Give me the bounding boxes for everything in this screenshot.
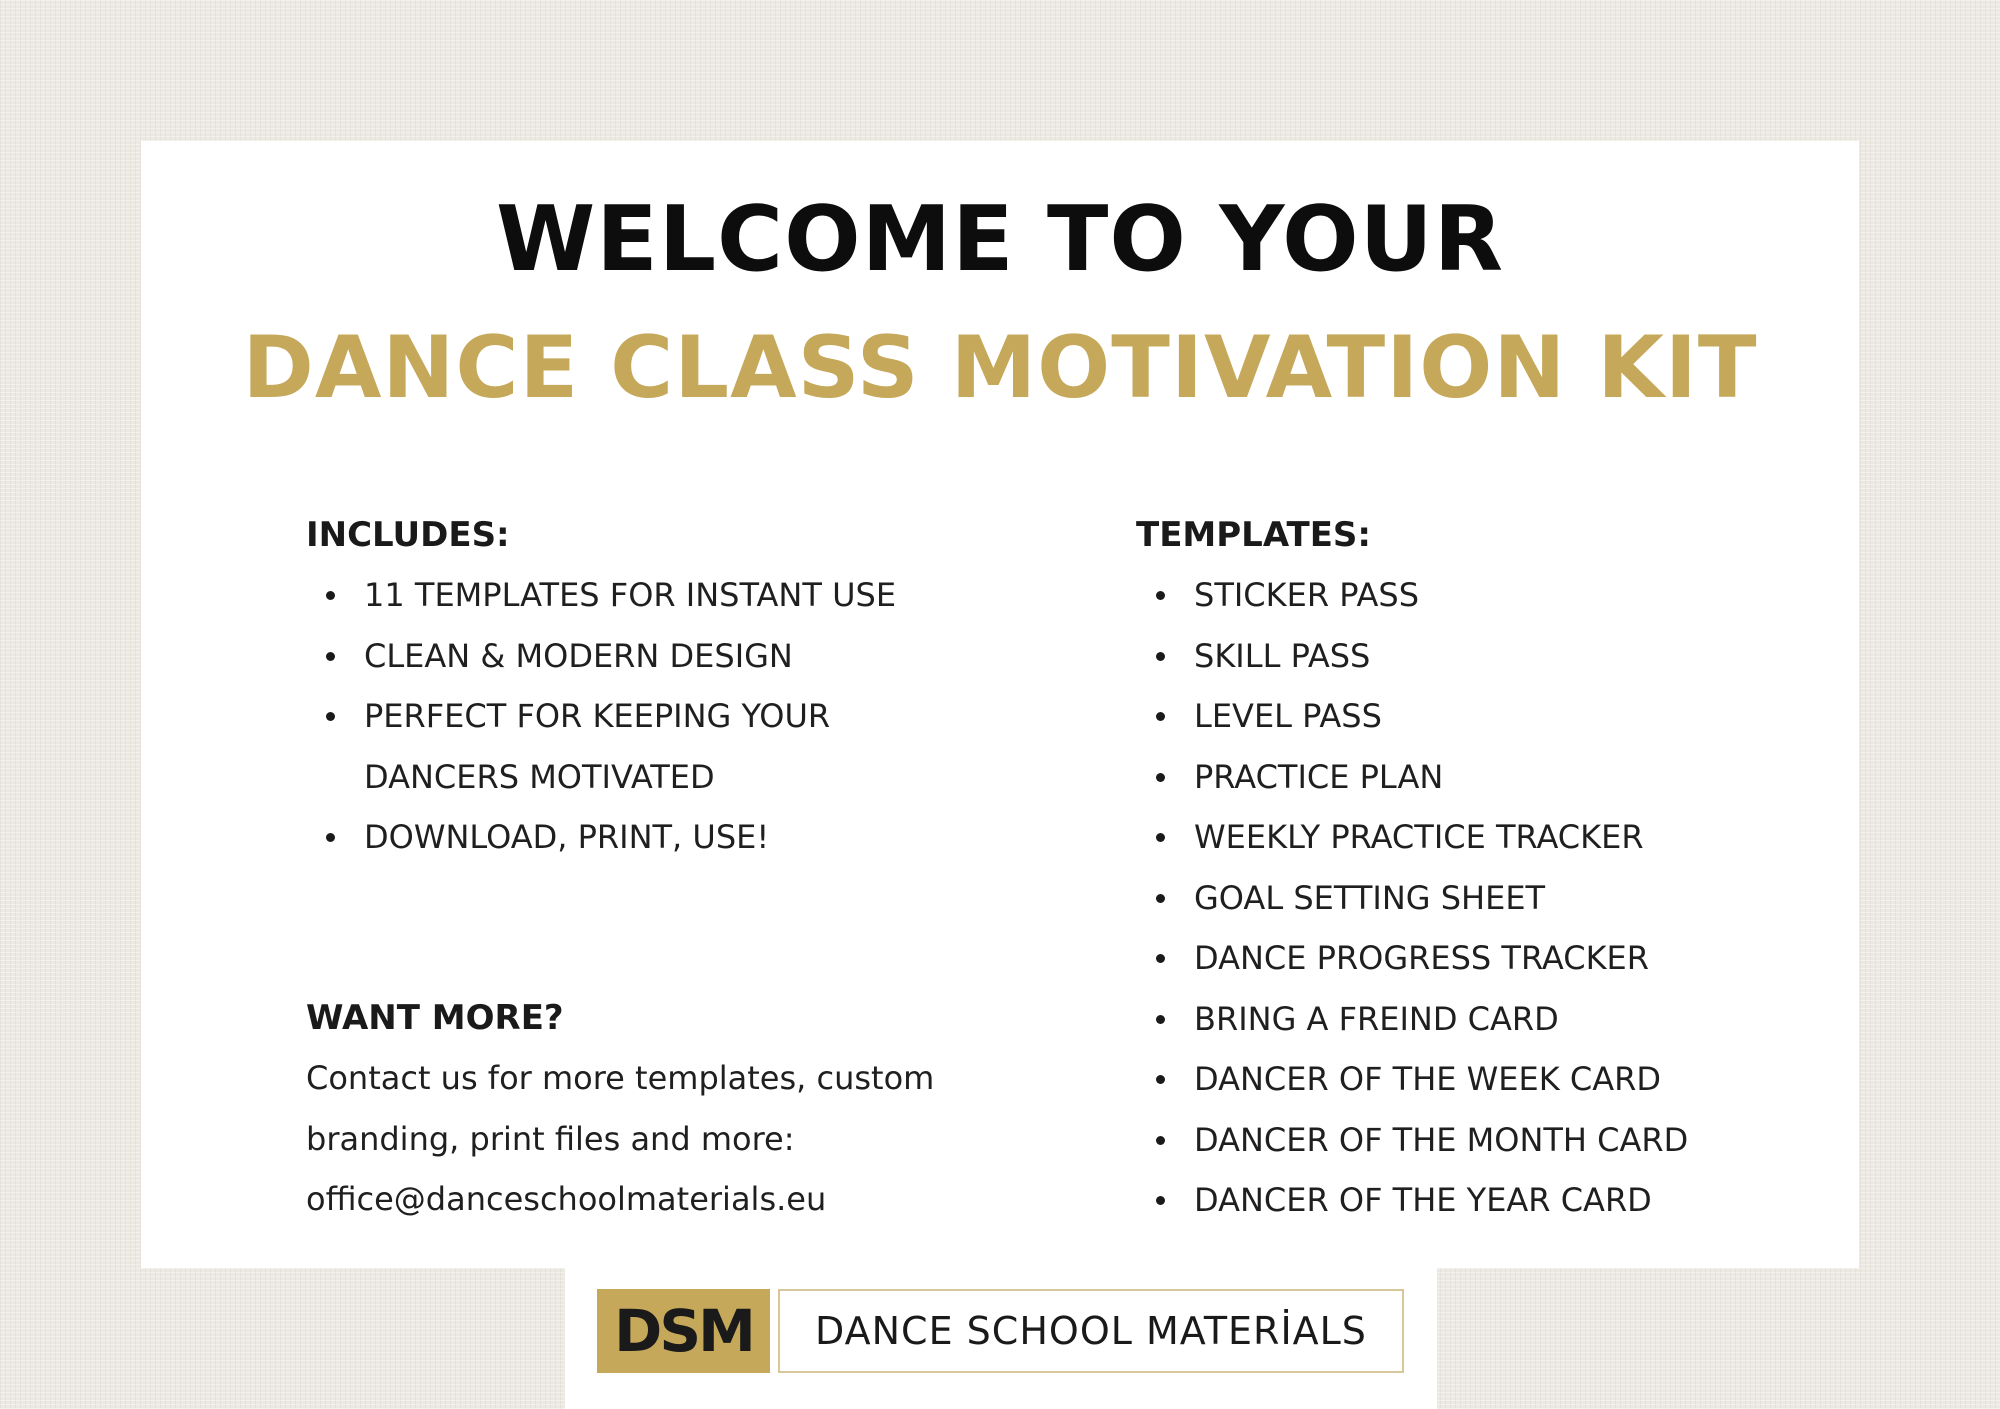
templates-item: GOAL SETTING SHEET xyxy=(1136,868,1836,929)
contact-line: branding, print files and more: xyxy=(306,1119,795,1158)
includes-item: 11 TEMPLATES FOR INSTANT USE xyxy=(306,565,1006,626)
includes-item: DOWNLOAD, PRINT, USE! xyxy=(306,807,1006,868)
title-welcome: WELCOME TO YOUR xyxy=(495,187,1505,292)
bullet-dot xyxy=(326,591,335,600)
brand-name: DANCE SCHOOL MATERİALS xyxy=(778,1289,1404,1373)
bullet-dot xyxy=(1156,591,1165,600)
includes-list xyxy=(306,565,1006,868)
templates-item: DANCER OF THE MONTH CARD xyxy=(1136,1110,1836,1171)
templates-item: STICKER PASS xyxy=(1136,565,1836,626)
includes-item: CLEAN & MODERN DESIGN xyxy=(306,626,1006,687)
bullet-dot xyxy=(1156,1136,1165,1145)
contact-email[interactable]: office@danceschoolmaterials.eu xyxy=(306,1180,827,1218)
includes-item: PERFECT FOR KEEPING YOUR xyxy=(306,686,1006,747)
templates-list xyxy=(1136,565,1836,1231)
templates-item: DANCER OF THE WEEK CARD xyxy=(1136,1049,1836,1110)
contact-line: Contact us for more templates, custom xyxy=(306,1059,935,1097)
templates-item: WEEKLY PRACTICE TRACKER xyxy=(1136,807,1836,868)
bullet-dot xyxy=(326,652,335,661)
templates-item: PRACTICE PLAN xyxy=(1136,747,1836,808)
templates-section xyxy=(1136,505,1836,1231)
contact-text xyxy=(306,1048,1066,1230)
bullet-dot xyxy=(326,712,335,721)
brand-logo xyxy=(597,1289,1404,1373)
bullet-dot xyxy=(1156,954,1165,963)
bullet-dot xyxy=(1156,652,1165,661)
bullet-dot xyxy=(1156,712,1165,721)
bullet-dot xyxy=(1156,1075,1165,1084)
bullet-dot xyxy=(1156,1196,1165,1205)
bullet-dot xyxy=(1156,894,1165,903)
bullet-dot xyxy=(1156,1015,1165,1024)
includes-section xyxy=(306,505,1006,868)
templates-item: BRING A FREIND CARD xyxy=(1136,989,1836,1050)
title-kit-name: DANCE CLASS MOTIVATION KIT xyxy=(242,318,1758,418)
templates-item: DANCE PROGRESS TRACKER xyxy=(1136,928,1836,989)
brand-mark: DSM xyxy=(597,1289,770,1373)
want-more-heading: WANT MORE? xyxy=(306,998,564,1038)
templates-item: DANCER OF THE YEAR CARD xyxy=(1136,1170,1836,1231)
includes-heading: INCLUDES: xyxy=(306,515,510,555)
bullet-dot xyxy=(1156,833,1165,842)
includes-item-continuation: DANCERS MOTIVATED xyxy=(364,757,715,796)
bullet-dot xyxy=(326,833,335,842)
bullet-dot xyxy=(1156,773,1165,782)
templates-heading: TEMPLATES: xyxy=(1136,515,1372,555)
templates-item: SKILL PASS xyxy=(1136,626,1836,687)
want-more-section xyxy=(306,988,1066,1230)
templates-item: LEVEL PASS xyxy=(1136,686,1836,747)
